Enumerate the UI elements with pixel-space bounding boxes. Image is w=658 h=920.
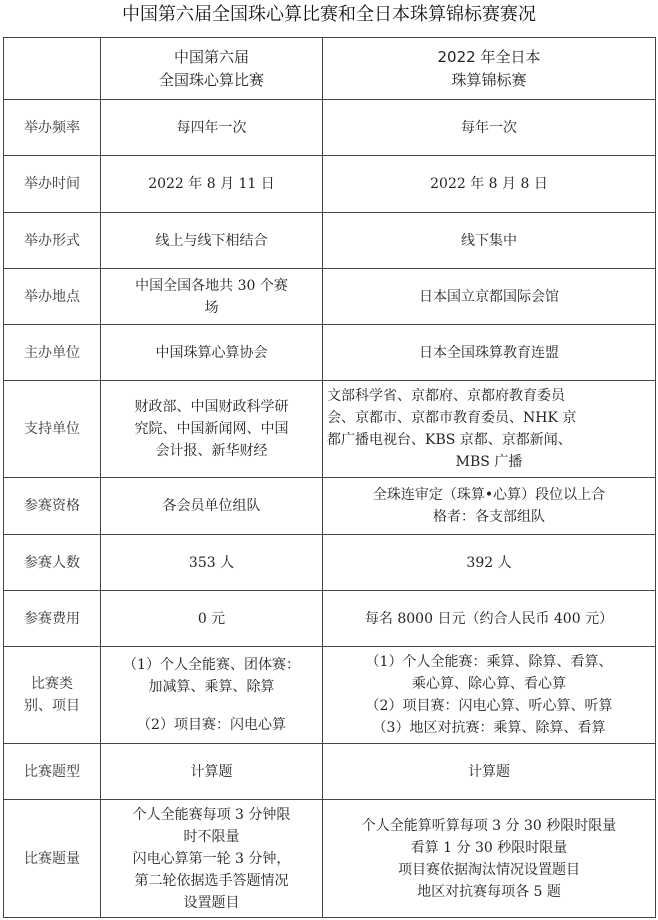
row-label: 举办形式	[4, 213, 101, 269]
japan-cell	[323, 800, 656, 918]
header-china-line: 中国第六届	[173, 47, 249, 66]
header-japan-line: 2022 年全日本	[437, 47, 541, 66]
japan-cell: 每年一次	[323, 100, 656, 156]
table-row	[4, 381, 656, 478]
china-cell: 353 人	[101, 535, 323, 591]
cell-line: 时不限量	[183, 828, 240, 845]
row-label: 参赛人数	[4, 535, 101, 591]
cell-line: 项目赛依据淘汰情况设置题目	[398, 861, 580, 878]
row-label: 参赛资格	[4, 478, 101, 535]
table-row	[4, 647, 656, 744]
table-row	[4, 156, 656, 213]
cell-line: 财政部、中国财政科学研	[134, 399, 289, 415]
label-line: 比赛类	[31, 676, 73, 692]
comparison-table	[3, 37, 656, 918]
cell-line: 设置题目	[183, 894, 240, 911]
cell-line: 究院、中国新闻网、中国	[134, 421, 289, 437]
cell-line: 文部科学省、京都府、京都府教育委员	[327, 388, 565, 404]
cell-line: （3）地区对抗赛：乘算、除算、看算	[372, 720, 606, 736]
row-label: 比赛题型	[4, 744, 101, 800]
table-row	[4, 744, 656, 800]
table-row	[4, 325, 656, 381]
cell-line: 第二轮依据选手答题情况	[134, 872, 289, 889]
label-line: 别、项目	[24, 698, 80, 714]
japan-cell: 日本国立京都国际会馆	[323, 269, 656, 325]
table-row	[4, 535, 656, 591]
header-china-line: 全国珠心算比赛	[158, 70, 264, 89]
china-cell: 每四年一次	[101, 100, 323, 156]
japan-cell: 392 人	[323, 535, 656, 591]
cell-line: 个人全能算听算每项 3 分 30 秒限时限量	[361, 817, 617, 834]
table-row	[4, 800, 656, 918]
table-row	[4, 591, 656, 647]
cell-line: （1）个人全能赛、团体赛：	[123, 657, 300, 673]
cell-line: （2）项目赛：闪电心算	[137, 717, 286, 733]
cell-gap	[105, 698, 318, 714]
corner-cell	[4, 38, 101, 100]
cell-line: 会计报、新华财经	[155, 443, 268, 459]
row-label: 比赛题量	[4, 800, 101, 918]
cell-line: 全珠连审定（珠算•心算）段位以上合	[372, 487, 606, 503]
header-china	[101, 38, 323, 100]
japan-cell: 计算题	[323, 744, 656, 800]
table-row	[4, 213, 656, 269]
row-label: 支持单位	[4, 381, 101, 478]
table-row	[4, 100, 656, 156]
china-cell	[101, 800, 323, 918]
cell-line: 中国全国各地共 30 个赛	[135, 277, 288, 294]
china-cell	[101, 269, 323, 325]
table-row	[4, 269, 656, 325]
china-cell: 各会员单位组队	[101, 478, 323, 535]
cell-line: 看算 1 分 30 秒限时限量	[410, 839, 568, 856]
japan-cell: 每名 8000 日元（约合人民币 400 元）	[323, 591, 656, 647]
cell-line: 都广播电视台、KBS 京都、京都新闻、	[327, 432, 572, 448]
row-label: 参赛费用	[4, 591, 101, 647]
cell-line: 个人全能赛每项 3 分钟限	[132, 806, 291, 823]
cell-line: （2）项目赛：闪电心算、听心算、听算	[365, 698, 613, 714]
cell-line: 加减算、乘算、除算	[148, 679, 275, 695]
cell-line: 会、京都市、京都市教育委员、NHK 京	[327, 410, 577, 426]
cell-line: 闪电心算第一轮 3 分钟，	[132, 850, 291, 867]
china-cell: 0 元	[101, 591, 323, 647]
header-row	[4, 38, 656, 100]
page-title: 中国第六届全国珠心算比赛和全日本珠算锦标赛赛况	[122, 4, 536, 25]
header-japan	[323, 38, 656, 100]
china-cell	[101, 647, 323, 744]
japan-cell: 线下集中	[323, 213, 656, 269]
china-cell: 计算题	[101, 744, 323, 800]
china-cell: 2022 年 8 月 11 日	[101, 156, 323, 213]
japan-cell: 日本全国珠算教育连盟	[323, 325, 656, 381]
cell-line: （1）个人全能赛：乘算、除算、看算、	[365, 654, 613, 670]
cell-line: 地区对抗赛每项各 5 题	[417, 883, 561, 900]
row-label: 举办时间	[4, 156, 101, 213]
cell-line: MBS 广播	[455, 454, 523, 470]
cell-line: 乘心算、除心算、看心算	[412, 676, 566, 692]
japan-cell	[323, 478, 656, 535]
china-cell: 线上与线下相结合	[101, 213, 323, 269]
cell-line: 场	[204, 299, 219, 316]
china-cell	[101, 381, 323, 478]
row-label: 主办单位	[4, 325, 101, 381]
japan-cell	[323, 647, 656, 744]
china-cell: 中国珠算心算协会	[101, 325, 323, 381]
header-japan-line: 珠算锦标赛	[451, 70, 527, 89]
row-label: 举办地点	[4, 269, 101, 325]
table-row	[4, 478, 656, 535]
japan-cell: 2022 年 8 月 8 日	[323, 156, 656, 213]
row-label	[4, 647, 101, 744]
row-label: 举办频率	[4, 100, 101, 156]
japan-cell	[323, 381, 656, 478]
cell-line: 格者：各支部组队	[433, 509, 545, 525]
